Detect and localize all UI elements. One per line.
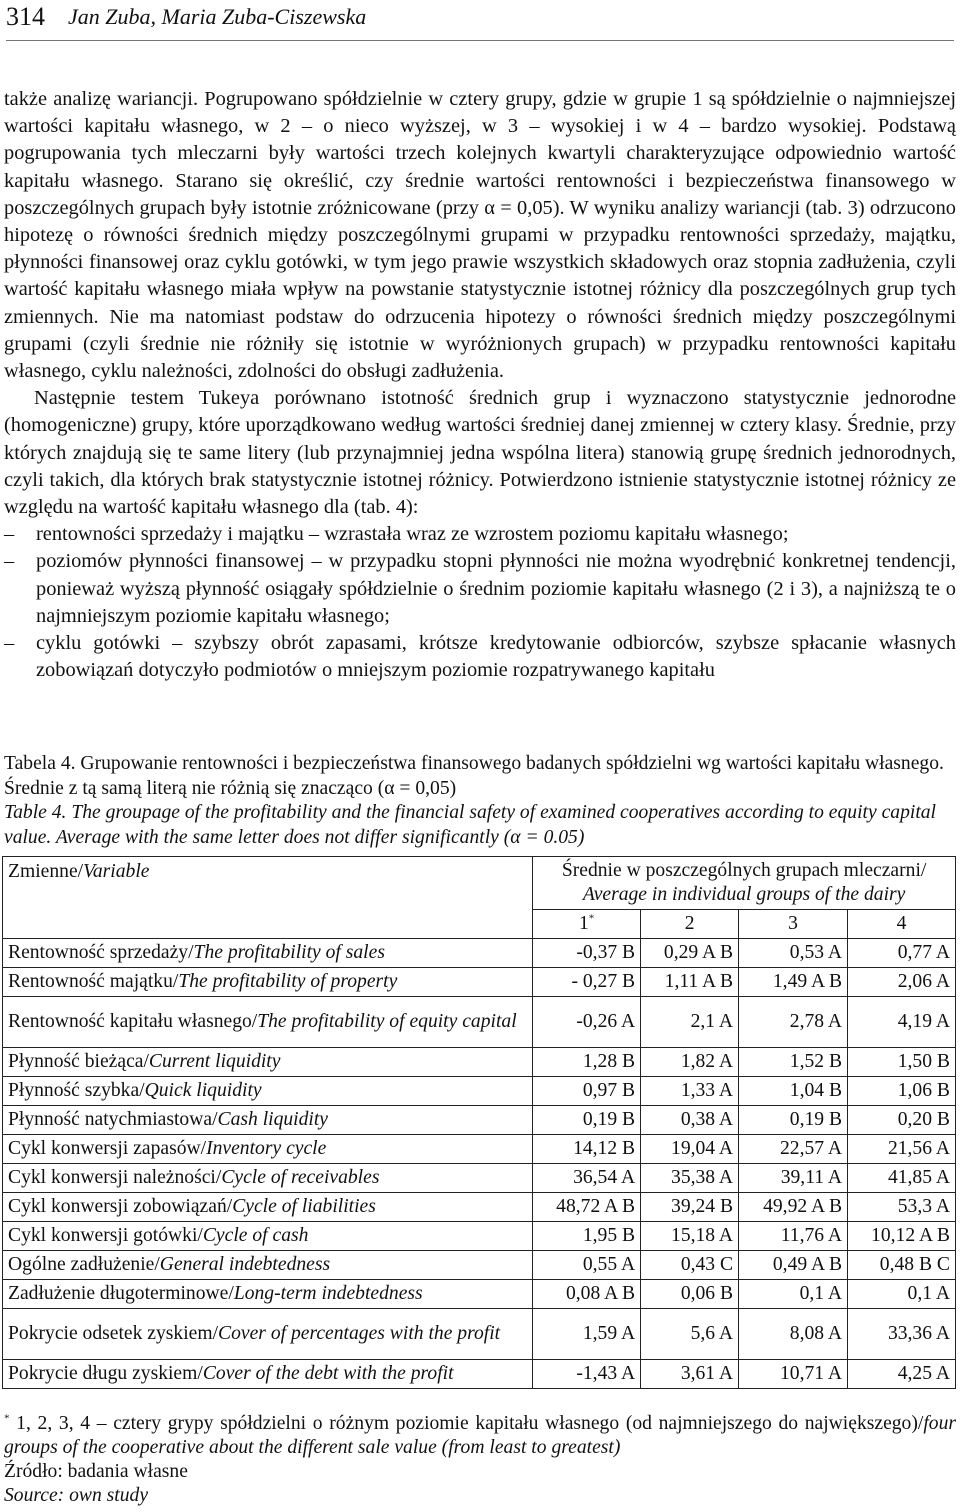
variable-name-cell: [3, 1280, 533, 1309]
variable-name-pl: Cykl konwersji zobowiązań/: [8, 1196, 233, 1217]
variable-name-en: Long-term indebtedness: [233, 1283, 423, 1304]
group-4-value-cell: 33,36 A: [848, 1309, 956, 1360]
group-3-value-cell: 0,53 A: [739, 939, 848, 968]
variable-name-pl: Pokrycie długu zyskiem/: [8, 1363, 203, 1384]
variable-name-cell: [3, 939, 533, 968]
group-3-value-cell: 0,1 A: [739, 1280, 848, 1309]
table-caption: [4, 752, 956, 850]
table-row: [3, 939, 956, 968]
variable-name-en: The profitability of equity capital: [257, 1011, 517, 1032]
variable-name-pl: Płynność szybka/: [8, 1080, 145, 1101]
table-row: [3, 1251, 956, 1280]
group-3-value-cell: 8,08 A: [739, 1309, 848, 1360]
group-3-value-cell: 39,11 A: [739, 1164, 848, 1193]
table-row: [3, 1309, 956, 1360]
group-2-value-cell: 15,18 A: [641, 1222, 739, 1251]
group-4-value-cell: 4,19 A: [848, 997, 956, 1048]
variable-name-pl: Zadłużenie długoterminowe/: [8, 1283, 234, 1304]
group-1-value-cell: -0,26 A: [533, 997, 641, 1048]
group-3-value-cell: 10,71 A: [739, 1360, 848, 1389]
variable-name-en: Cycle of receivables: [221, 1167, 380, 1188]
variable-name-en: Quick liquidity: [144, 1080, 262, 1101]
group-3-value-cell: 0,19 B: [739, 1106, 848, 1135]
group-4-value-cell: 0,48 B C: [848, 1251, 956, 1280]
group-4-value-cell: 1,50 B: [848, 1048, 956, 1077]
group-3-value-cell: 1,52 B: [739, 1048, 848, 1077]
group-2-value-cell: 5,6 A: [641, 1309, 739, 1360]
footnote-mark: *: [4, 1412, 10, 1425]
group-1-value-cell: 1,59 A: [533, 1309, 641, 1360]
table-row: [3, 1280, 956, 1309]
group-2-value-cell: 3,61 A: [641, 1360, 739, 1389]
group-3-value-cell: 1,04 B: [739, 1077, 848, 1106]
variable-name-en: Cycle of cash: [202, 1225, 309, 1246]
group-4-value-cell: 0,20 B: [848, 1106, 956, 1135]
variable-name-en: Inventory cycle: [206, 1138, 327, 1159]
variable-name-cell: [3, 1309, 533, 1360]
variable-header-en: Variable: [83, 861, 150, 882]
group-2-value-cell: 35,38 A: [641, 1164, 739, 1193]
source-pl: Źródło: badania własne: [4, 1461, 188, 1482]
variable-name-cell: [3, 1193, 533, 1222]
variable-name-en: The profitability of sales: [193, 942, 385, 963]
variable-header-pl: Zmienne/: [8, 861, 84, 882]
group-2-value-cell: 0,38 A: [641, 1106, 739, 1135]
table-row: [3, 1135, 956, 1164]
group-4-value-cell: 0,77 A: [848, 939, 956, 968]
group-1-value-cell: 0,08 A B: [533, 1280, 641, 1309]
variable-name-en: Cycle of liabilities: [232, 1196, 376, 1217]
group-2-value-cell: 39,24 B: [641, 1193, 739, 1222]
table-row: [3, 1164, 956, 1193]
body-paragraph: Następnie testem Tukeya porównano istotność średnich grup i wyznaczono statystycznie jednorodne (homogeniczne) grupy, które uporządkowano według wartości średniej danej zmiennej w cztery klasy. Średnie, przy których znajdują się te same litery (lub przynajmniej jedna wspólna litera) stanowią grupę średnich jednorodnych, czyli takich, dla których brak statystycznie istotnej różnicy. Potwierdzono istnienie statystycznie istotnej różnicy ze względu na wartość kapitału własnego dla (tab. 4):: [4, 387, 956, 519]
variable-name-pl: Cykl konwersji zapasów/: [8, 1138, 207, 1159]
group-4-value-cell: 1,06 B: [848, 1077, 956, 1106]
variable-name-en: Current liquidity: [148, 1051, 281, 1072]
dash-marker: –: [4, 523, 15, 546]
variable-name-cell: [3, 1106, 533, 1135]
group-2-value-cell: 0,06 B: [641, 1280, 739, 1309]
variable-name-pl: Rentowność kapitału własnego/: [8, 1011, 258, 1032]
group-4-value-cell: 4,25 A: [848, 1360, 956, 1389]
variable-name-en: The profitability of property: [178, 971, 398, 992]
footnote-mark: *: [588, 912, 595, 925]
body-paragraph: także analizę wariancji. Pogrupowano spółdzielnie w cztery grupy, gdzie w grupie 1 są spółdzielnie o najmniejszej wartości kapitału własnego, w 2 – o nieco wyższej, w 3 – wysokiej i w 4 – bardzo wysokiej. Podstawą pogrupowania tych mleczarni były wartości trzech kolejnych kwartyli charakteryzujące odpowiednio wartość kapitału własnego. Starano się określić, czy średnie wartości rentowności i bezpieczeństwa finansowego w poszczególnych grupach były istotnie zróżnicowane (przy α = 0,05). W wyniku analizy wariancji (tab. 3) odrzucono hipotezę o równości średnich między poszczególnymi grupami w przypadku rentowności sprzedaży, majątku, płynności finansowej oraz cyklu gotówki, w tym jego prawie wszystkich składowych oraz stopnia zadłużenia, czyli wartość kapitału własnego miała wpływ na powstanie statystycznie istotnej różnicy dla poszczególnych grup tych zmiennych. Nie ma natomiast podstaw do odrzucenia hipotezy o równości średnich między poszczególnymi grupami (czyli średnie nie różniły się istotnie w wyróżnionych grupach) w przypadku rentowności kapitału własnego, cyklu należności, zdolności do obsługi zadłużenia.: [4, 88, 956, 383]
table-row: [3, 1077, 956, 1106]
group-1-value-cell: -1,43 A: [533, 1360, 641, 1389]
list-item-text: poziomów płynności finansowej – w przypadku stopni płynności nie można wyodrębnić konkretnej tendencji, ponieważ wyższą płynność osiągały spółdzielnie o średnim poziomie kapitału własnego (2 i 3), a najniższą te o najmniejszym poziomie kapitału własnego;: [36, 550, 956, 627]
groups-header-pl: Średnie w poszczególnych grupach mleczarni/: [561, 860, 927, 881]
running-header-authors: Jan Zuba, Maria Zuba-Ciszewska: [68, 4, 367, 29]
variable-name-en: Cover of percentages with the profit: [218, 1323, 501, 1344]
table-row: [3, 1360, 956, 1389]
variable-name-en: Cover of the debt with the profit: [202, 1363, 454, 1384]
group-1-value-cell: -0,37 B: [533, 939, 641, 968]
table-body: [3, 939, 956, 1389]
table-row: [3, 1222, 956, 1251]
group-3-value-cell: 49,92 A B: [739, 1193, 848, 1222]
group-4-value-cell: 10,12 A B: [848, 1222, 956, 1251]
table-caption-pl: Tabela 4. Grupowanie rentowności i bezpieczeństwa finansowego badanych spółdzielni wg wartości kapitału własnego. Średnie z tą samą literą nie różnią się znacząco (α = 0,05): [4, 753, 944, 799]
table-row: [3, 997, 956, 1048]
variable-name-cell: [3, 1251, 533, 1280]
page-number: 314: [6, 2, 45, 31]
group-4-value-cell: 53,3 A: [848, 1193, 956, 1222]
group-1-value-cell: 1,28 B: [533, 1048, 641, 1077]
group-4-value-cell: 0,1 A: [848, 1280, 956, 1309]
source-en: Source: own study: [4, 1485, 149, 1506]
footnote-text-pl: 1, 2, 3, 4 – cztery grypy spółdzielni o różnym poziomie kapitału własnego (od najmniejszego do największego)/: [9, 1413, 924, 1434]
group-1-value-cell: 0,97 B: [533, 1077, 641, 1106]
group-header: [533, 910, 641, 939]
group-2-value-cell: 0,29 A B: [641, 939, 739, 968]
group-4-value-cell: 41,85 A: [848, 1164, 956, 1193]
group-1-value-cell: 0,19 B: [533, 1106, 641, 1135]
group-4-value-cell: 2,06 A: [848, 968, 956, 997]
group-3-value-cell: 1,49 A B: [739, 968, 848, 997]
footnote-text: [4, 1412, 956, 1460]
variable-name-pl: Płynność natychmiastowa/: [8, 1109, 218, 1130]
variable-name-pl: Cykl konwersji gotówki/: [8, 1225, 203, 1246]
variable-name-pl: Płynność bieżąca/: [8, 1051, 149, 1072]
dash-marker: –: [4, 632, 15, 655]
list-item-text: cyklu gotówki – szybszy obrót zapasami, krótsze kredytowanie odbiorców, szybsze spłacanie własnych zobowiązań dotyczyło podmiotów o mniejszym poziomie rozpatrywanego kapitału: [36, 632, 956, 682]
group-2-value-cell: 1,11 A B: [641, 968, 739, 997]
footnote-text-en: four groups of the cooperative about the different sale value (from least to greatest): [4, 1413, 956, 1458]
group-3-value-cell: 22,57 A: [739, 1135, 848, 1164]
variable-name-cell: [3, 1135, 533, 1164]
table-footnote: [4, 1412, 956, 1508]
table-caption-en: Table 4. The groupage of the profitability and the financial safety of examined cooperatives according to equity capital value. Average with the same letter does not differ significantly (α = 0.05): [4, 802, 937, 848]
group-label: 1: [579, 913, 589, 934]
group-2-value-cell: 0,43 C: [641, 1251, 739, 1280]
variable-name-pl: Rentowność majątku/: [8, 971, 179, 992]
group-1-value-cell: 0,55 A: [533, 1251, 641, 1280]
group-1-value-cell: 14,12 B: [533, 1135, 641, 1164]
variable-name-pl: Pokrycie odsetek zyskiem/: [8, 1323, 219, 1344]
variable-name-cell: [3, 968, 533, 997]
list-item: [4, 548, 956, 630]
variable-name-pl: Ogólne zadłużenie/: [8, 1254, 160, 1275]
table-row: [3, 1193, 956, 1222]
group-3-value-cell: 0,49 A B: [739, 1251, 848, 1280]
group-2-value-cell: 19,04 A: [641, 1135, 739, 1164]
groups-column-header: [533, 857, 956, 910]
table-row: [3, 1106, 956, 1135]
group-2-value-cell: 1,82 A: [641, 1048, 739, 1077]
group-header: 4: [848, 910, 956, 939]
group-3-value-cell: 2,78 A: [739, 997, 848, 1048]
dash-list: [4, 521, 956, 684]
body-text: [4, 86, 956, 684]
variable-name-cell: [3, 1077, 533, 1106]
groups-header-en: Average in individual groups of the dairy: [582, 884, 906, 905]
group-1-value-cell: 36,54 A: [533, 1164, 641, 1193]
group-2-value-cell: 2,1 A: [641, 997, 739, 1048]
group-1-value-cell: - 0,27 B: [533, 968, 641, 997]
running-header: [6, 0, 954, 41]
variable-column-header: [3, 857, 533, 939]
variable-name-pl: Cykl konwersji należności/: [8, 1167, 222, 1188]
group-header: 2: [641, 910, 739, 939]
results-table: [2, 856, 956, 1389]
variable-name-pl: Rentowność sprzedaży/: [8, 942, 194, 963]
group-header: 3: [739, 910, 848, 939]
variable-name-cell: [3, 1164, 533, 1193]
variable-name-en: General indebtedness: [159, 1254, 331, 1275]
list-item: [4, 521, 956, 548]
group-3-value-cell: 11,76 A: [739, 1222, 848, 1251]
variable-name-cell: [3, 1048, 533, 1077]
group-2-value-cell: 1,33 A: [641, 1077, 739, 1106]
group-1-value-cell: 48,72 A B: [533, 1193, 641, 1222]
group-4-value-cell: 21,56 A: [848, 1135, 956, 1164]
table-row: [3, 968, 956, 997]
variable-name-cell: [3, 1360, 533, 1389]
list-item-text: rentowności sprzedaży i majątku – wzrastała wraz ze wzrostem poziomu kapitału własnego;: [36, 523, 789, 546]
variable-name-cell: [3, 997, 533, 1048]
variable-name-cell: [3, 1222, 533, 1251]
dash-marker: –: [4, 550, 15, 573]
group-1-value-cell: 1,95 B: [533, 1222, 641, 1251]
variable-name-en: Cash liquidity: [217, 1109, 329, 1130]
table-row: [3, 1048, 956, 1077]
list-item: [4, 630, 956, 684]
